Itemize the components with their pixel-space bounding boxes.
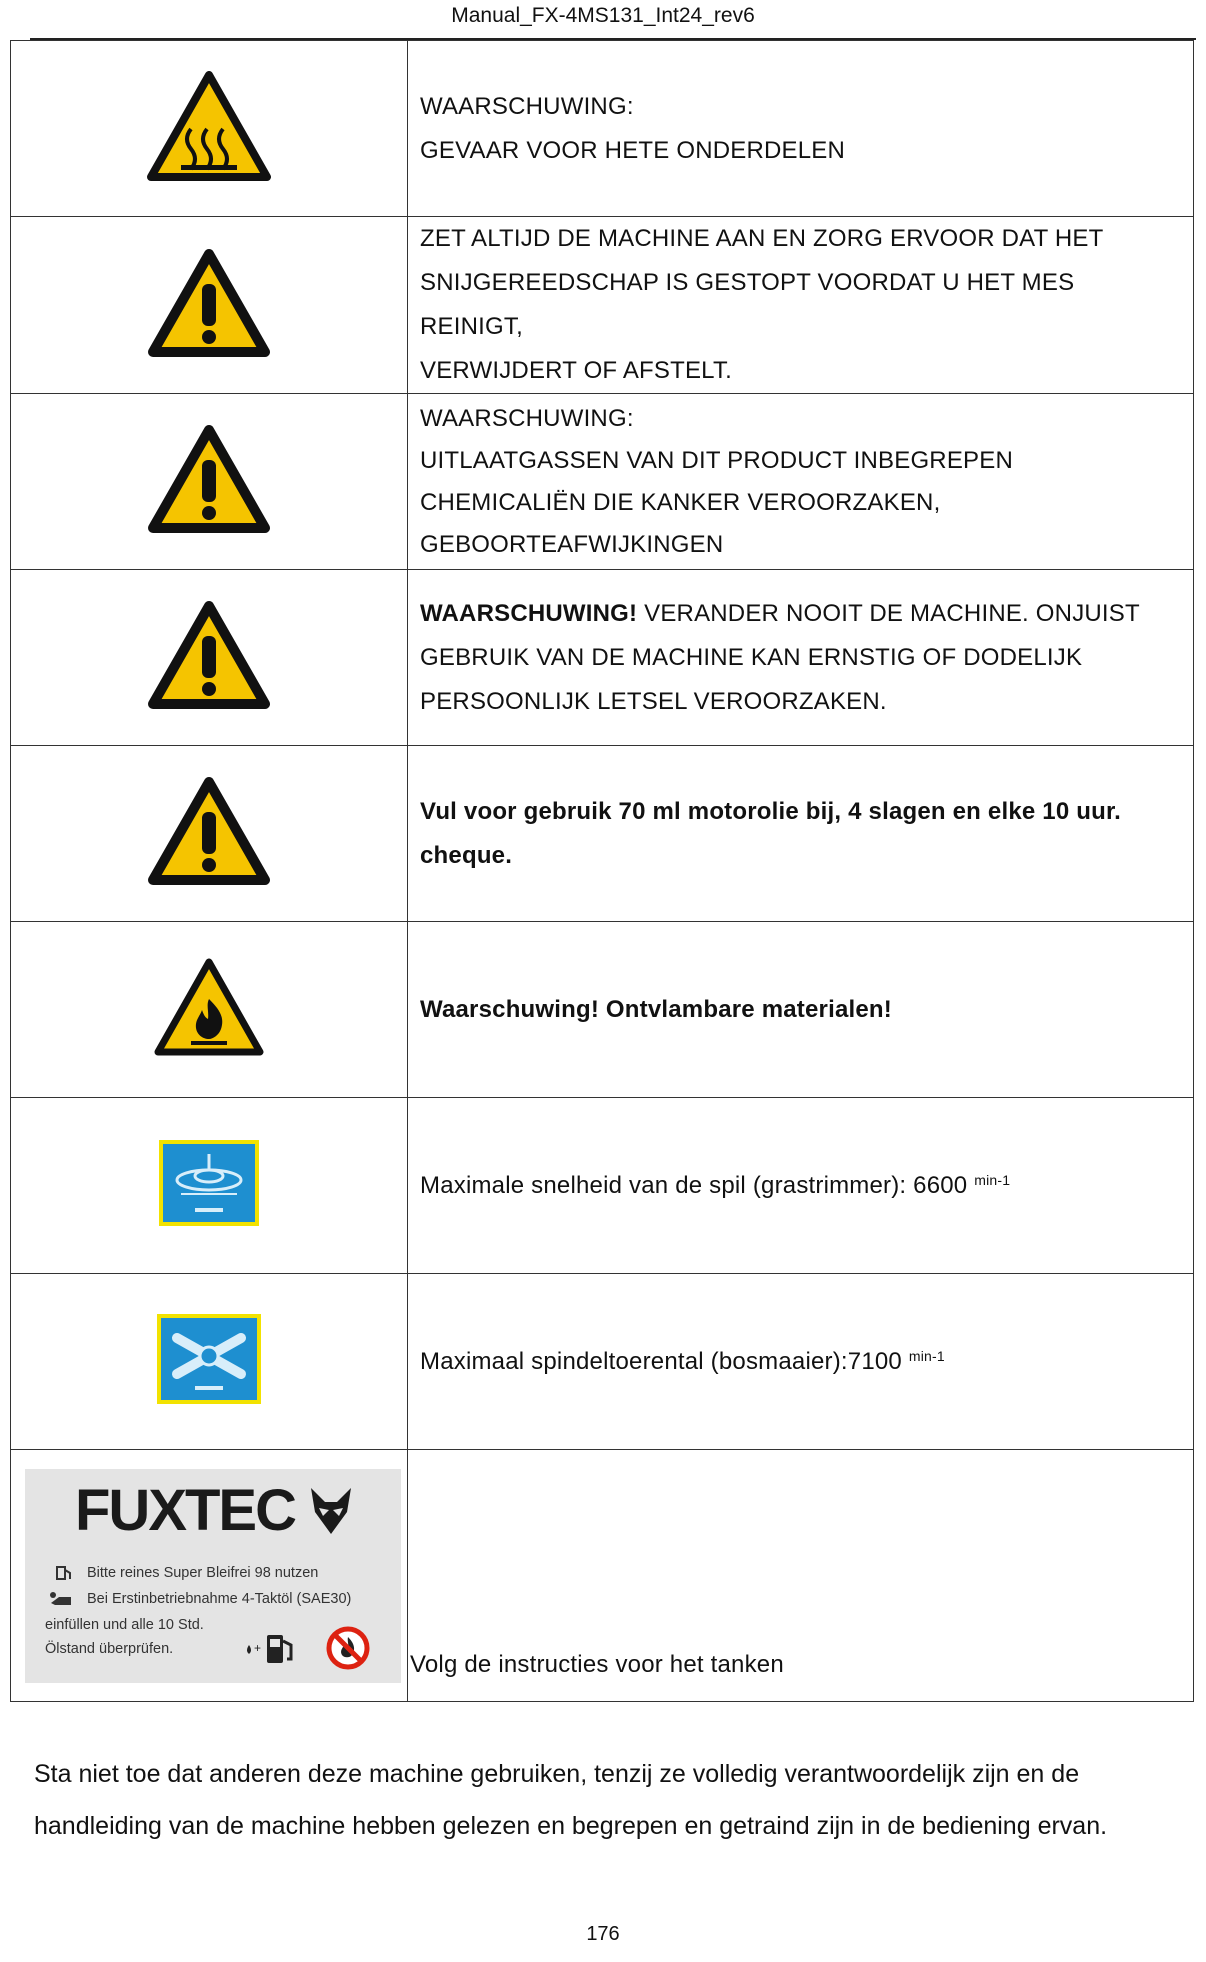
table-row [11, 746, 1194, 922]
fox-head-icon [309, 1486, 353, 1536]
warning-text-cell [408, 394, 1194, 570]
warning-line: Vul voor gebruik 70 ml motorolie bij, 4 slagen en elke 10 uur. [420, 797, 1122, 825]
warning-line-rest: VERANDER NOOIT DE MACHINE. ONJUIST [637, 599, 1140, 627]
speed-text-cell [408, 1098, 1194, 1274]
warning-text-cell [408, 922, 1194, 1098]
warning-line: GEBOORTEAFWIJKINGEN [420, 530, 724, 558]
warning-text-cell [408, 746, 1194, 922]
page-number: 176 [586, 1923, 620, 1945]
warning-text-cell [408, 570, 1194, 746]
hot-surface-warning-icon [147, 71, 271, 181]
table-row [11, 1098, 1194, 1274]
warning-line: SNIJGEREEDSCHAP IS GESTOPT VOORDAT U HET MES REINIGT, [420, 269, 1075, 340]
warning-line: Waarschuwing! Ontvlambare materialen! [420, 995, 892, 1023]
warning-line: WAARSCHUWING: [420, 404, 634, 432]
fuel-line-3: einfüllen und alle 10 Std. [45, 1616, 204, 1633]
table-row [11, 41, 1194, 217]
exclamation-warning-icon [147, 424, 271, 534]
warning-line: GEVAAR VOOR HETE ONDERDELEN [420, 136, 846, 164]
no-fire-icon [325, 1625, 371, 1671]
icon-cell [11, 922, 408, 1098]
fuel-caption: Volg de instructies voor het tanken [410, 1651, 784, 1678]
icon-cell [11, 394, 408, 570]
icon-cell [11, 1450, 408, 1702]
table-row [11, 922, 1194, 1098]
warning-line [420, 592, 1163, 636]
document-header: Manual_FX-4MS131_Int24_rev6 [451, 4, 755, 27]
safety-symbols-table [10, 40, 1194, 1702]
table-row [11, 1450, 1194, 1702]
svg-text:+: + [254, 1640, 262, 1655]
icon-cell [11, 570, 408, 746]
icon-cell [11, 41, 408, 217]
warning-line: CHEMICALIËN DIE KANKER VEROORZAKEN, [420, 488, 941, 516]
grass-trimmer-speed-icon [159, 1140, 259, 1226]
brushcutter-speed-icon [157, 1314, 261, 1404]
speed-unit: min-1 [908, 1347, 945, 1364]
table-row [11, 570, 1194, 746]
warning-text-cell [408, 217, 1194, 394]
exclamation-warning-icon [147, 600, 271, 710]
table-row [11, 1274, 1194, 1450]
warning-line: cheque. [420, 841, 513, 869]
fuel-line-1: Bitte reines Super Bleifrei 98 nutzen [87, 1564, 319, 1581]
speed-text-cell [408, 1274, 1194, 1450]
warning-bold-lead: WAARSCHUWING! [420, 599, 638, 627]
warning-line: UITLAATGASSEN VAN DIT PRODUCT INBEGREPEN [420, 446, 1013, 474]
icon-cell [11, 217, 408, 394]
fuel-pump-icon [55, 1565, 73, 1581]
oil-can-icon [49, 1591, 77, 1607]
icon-cell [11, 746, 408, 922]
exclamation-warning-icon [147, 776, 271, 886]
fuel-line-4: Ölstand überprüfen. [45, 1640, 174, 1657]
icon-cell [11, 1274, 408, 1450]
table-row [11, 394, 1194, 570]
warning-text-cell [408, 41, 1194, 217]
trimmer-speed-text: Maximale snelheid van de spil (grastrimmer): 6600 [420, 1171, 975, 1199]
speed-unit: min-1 [974, 1171, 1011, 1188]
fuel-line-2: Bei Erstinbetriebnahme 4-Taktöl (SAE30) [87, 1590, 352, 1607]
warning-line: WAARSCHUWING: [420, 92, 634, 120]
brushcutter-speed-text: Maximaal spindeltoerental (bosmaaier):7100 [420, 1347, 909, 1375]
table-row [11, 217, 1194, 394]
fuel-label-image [25, 1469, 401, 1683]
flammable-warning-icon [153, 957, 265, 1057]
warning-line: ZET ALTIJD DE MACHINE AAN EN ZORG ERVOOR DAT HET [420, 225, 1104, 252]
warning-line: GEBRUIK VAN DE MACHINE KAN ERNSTIG OF DODELIJK [420, 643, 1083, 671]
exclamation-warning-icon [147, 248, 271, 358]
fuxtec-logo: FUXTEC [75, 1477, 353, 1544]
icon-cell [11, 1098, 408, 1274]
warning-line: VERWIJDERT OF AFSTELT. [420, 357, 733, 384]
oil-fuel-mix-icon [243, 1625, 301, 1669]
fuel-caption-cell [408, 1450, 1194, 1702]
usage-notice: Sta niet toe dat anderen deze machine gebruiken, tenzij ze volledig verantwoordelijk zijn en de handleiding van de machine hebben gelezen en begrepen en getraind zijn in de bediening ervan. [34, 1760, 1108, 1840]
warning-line: PERSOONLIJK LETSEL VEROORZAKEN. [420, 687, 887, 715]
